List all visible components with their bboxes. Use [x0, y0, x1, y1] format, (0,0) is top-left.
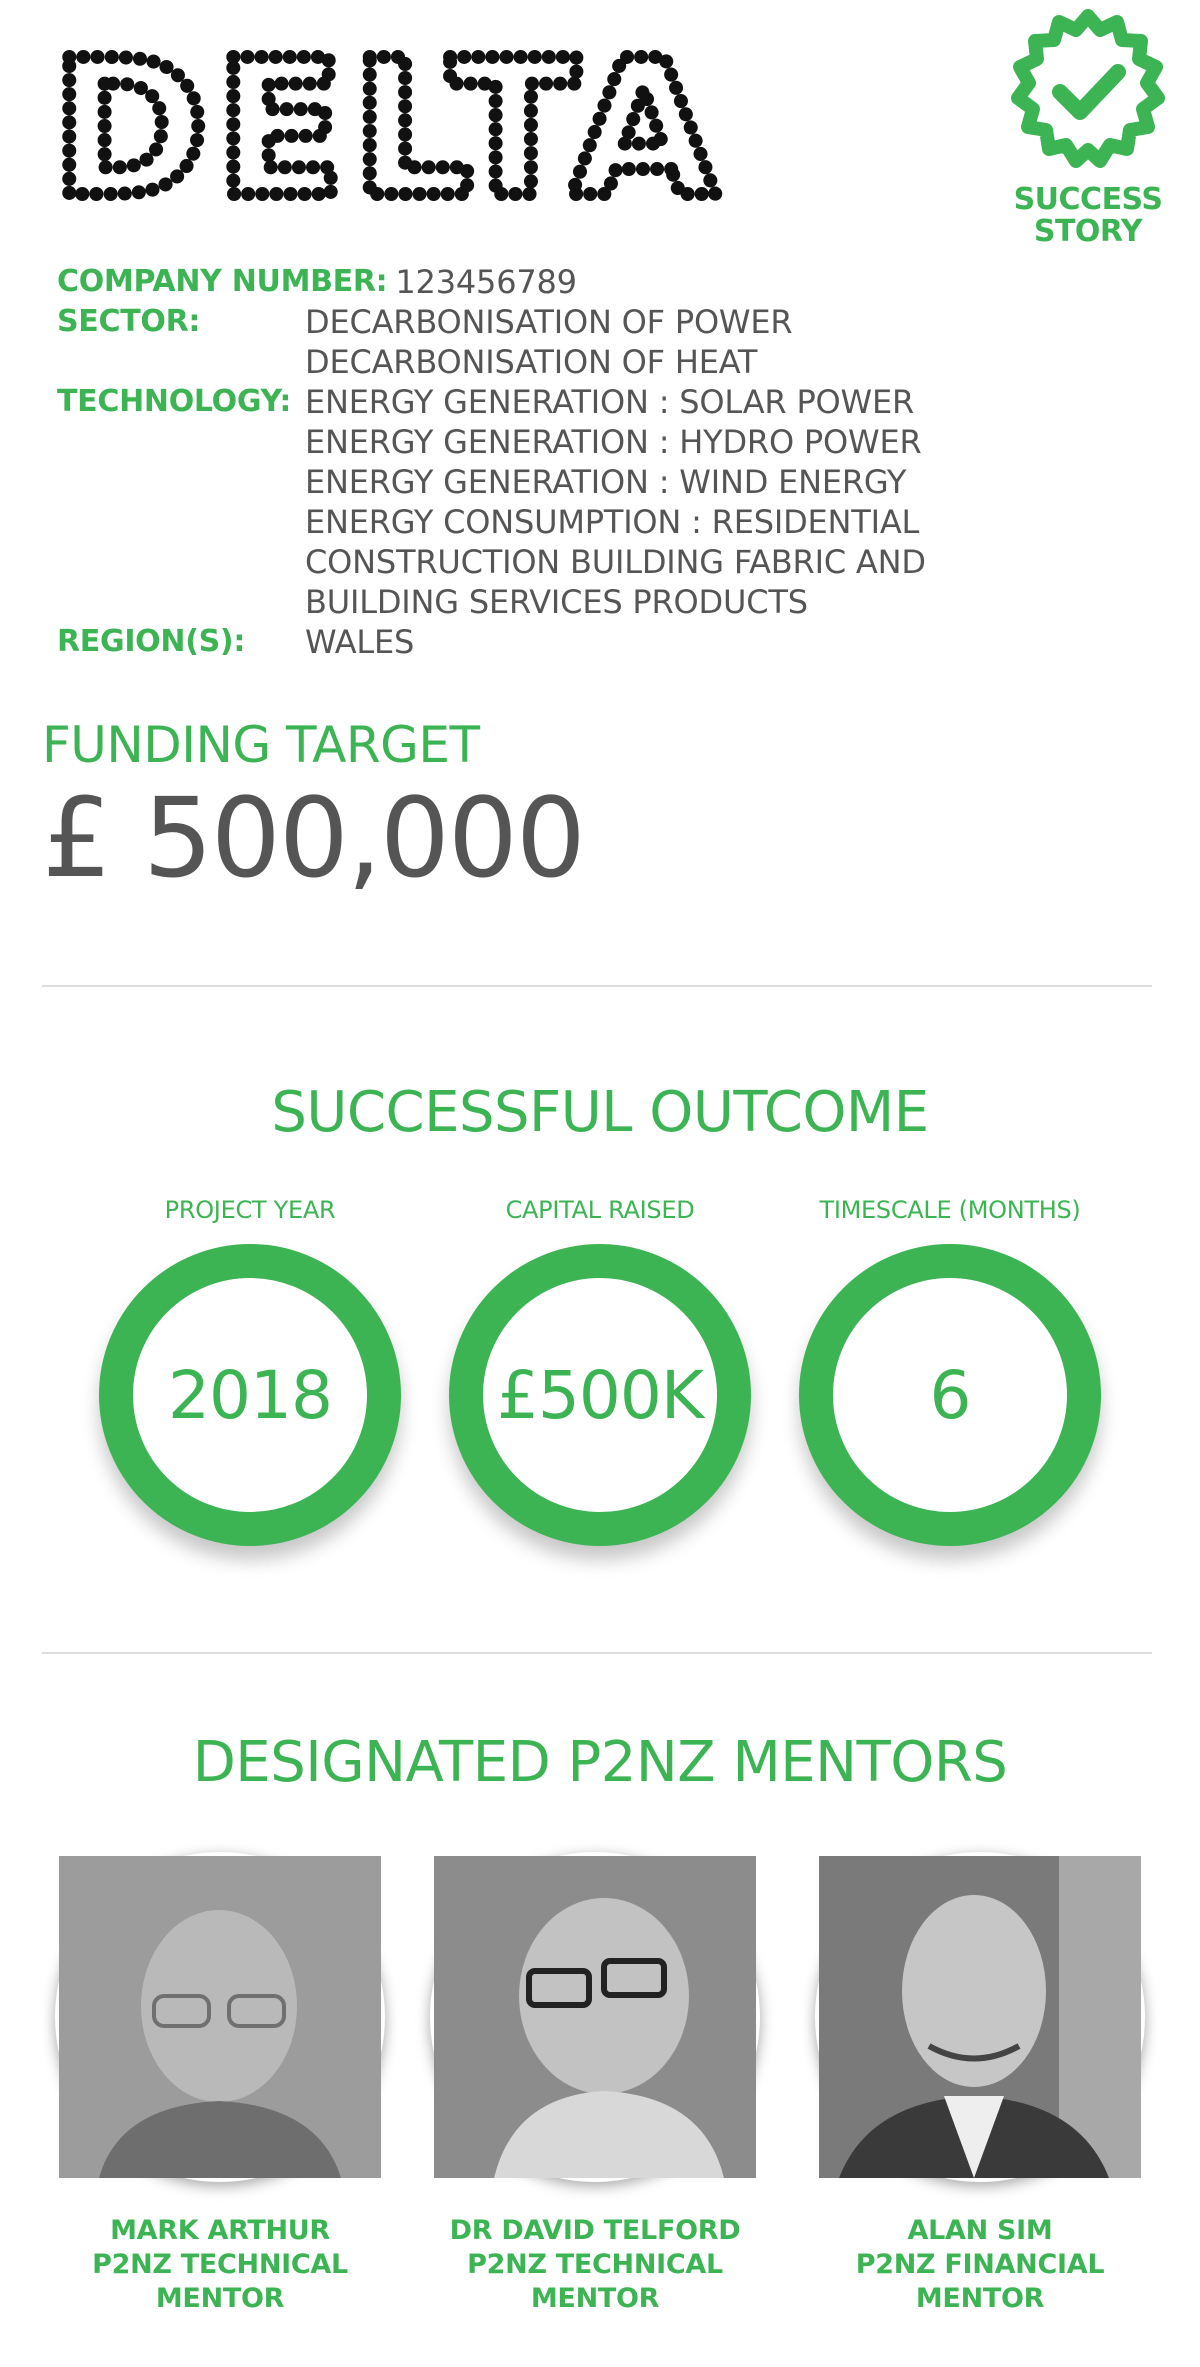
technology-value: BUILDING SERVICES PRODUCTS [305, 583, 808, 621]
company-number-row [57, 262, 1057, 302]
funding-target-value: £ 500,000 [42, 774, 584, 902]
mentor-photo [55, 1852, 385, 2182]
mentor-role-suffix: MENTOR [915, 2283, 1045, 2314]
technology-value: ENERGY GENERATION : HYDRO POWER [305, 423, 922, 461]
stat-label: PROJECT YEAR [164, 1196, 336, 1224]
sector-label: SECTOR: [57, 304, 201, 339]
funding-target-label: FUNDING TARGET [42, 716, 480, 774]
company-number-value: 123456789 [395, 263, 577, 301]
mentor-photo [815, 1852, 1145, 2182]
mentor-card [800, 1852, 1160, 2316]
mentor-name: MARK ARTHUR [110, 2215, 330, 2246]
section-divider [42, 985, 1152, 987]
outcome-title: SUCCESSFUL OUTCOME [271, 1080, 929, 1145]
mentor-photo [430, 1852, 760, 2182]
mentor-name: ALAN SIM [907, 2215, 1053, 2246]
badge-line-2: STORY [1033, 214, 1143, 249]
sector-value: DECARBONISATION OF POWER [305, 303, 793, 341]
technology-row [57, 382, 1057, 622]
region-value: WALES [305, 623, 415, 661]
logo-text: DELTA [52, 20, 725, 239]
mentor-card [40, 1852, 400, 2316]
company-info [57, 262, 1057, 662]
stat-label: TIMESCALE (MONTHS) [819, 1196, 1081, 1224]
success-story-badge [996, 10, 1180, 248]
technology-value: ENERGY GENERATION : WIND ENERGY [305, 463, 907, 501]
stat-value: £500K [496, 1356, 704, 1434]
stat-value: 6 [929, 1356, 971, 1434]
mentor-role: P2NZ TECHNICAL [467, 2249, 723, 2280]
section-divider [42, 1652, 1152, 1654]
mentor-name: DR DAVID TELFORD [449, 2215, 741, 2246]
technology-value: ENERGY CONSUMPTION : RESIDENTIAL [305, 503, 920, 541]
stat-timescale [790, 1190, 1110, 1546]
mentor-role: P2NZ FINANCIAL [855, 2249, 1105, 2280]
sector-value: DECARBONISATION OF HEAT [305, 343, 758, 381]
stat-project-year [90, 1190, 410, 1546]
technology-label: TECHNOLOGY: [57, 384, 292, 419]
badge-line-1: SUCCESS [1013, 182, 1163, 217]
stat-ring [799, 1244, 1101, 1546]
stat-value: 2018 [168, 1356, 332, 1434]
sector-row [57, 302, 1057, 382]
technology-value: ENERGY GENERATION : SOLAR POWER [305, 383, 915, 421]
mentor-role: P2NZ TECHNICAL [92, 2249, 348, 2280]
mentor-role-suffix: MENTOR [155, 2283, 285, 2314]
check-badge-icon [1000, 10, 1176, 178]
company-number-label: COMPANY NUMBER: [57, 264, 388, 299]
stat-capital-raised [440, 1190, 760, 1546]
mentor-role-suffix: MENTOR [530, 2283, 660, 2314]
mentor-card [415, 1852, 775, 2316]
stat-ring [449, 1244, 751, 1546]
mentors-title: DESIGNATED P2NZ MENTORS [192, 1730, 1008, 1795]
region-row [57, 622, 1057, 662]
region-label: REGION(S): [57, 624, 246, 659]
stat-label: CAPITAL RAISED [505, 1196, 695, 1224]
technology-value: CONSTRUCTION BUILDING FABRIC AND [305, 543, 926, 581]
company-logo [52, 20, 725, 239]
stat-ring [99, 1244, 401, 1546]
